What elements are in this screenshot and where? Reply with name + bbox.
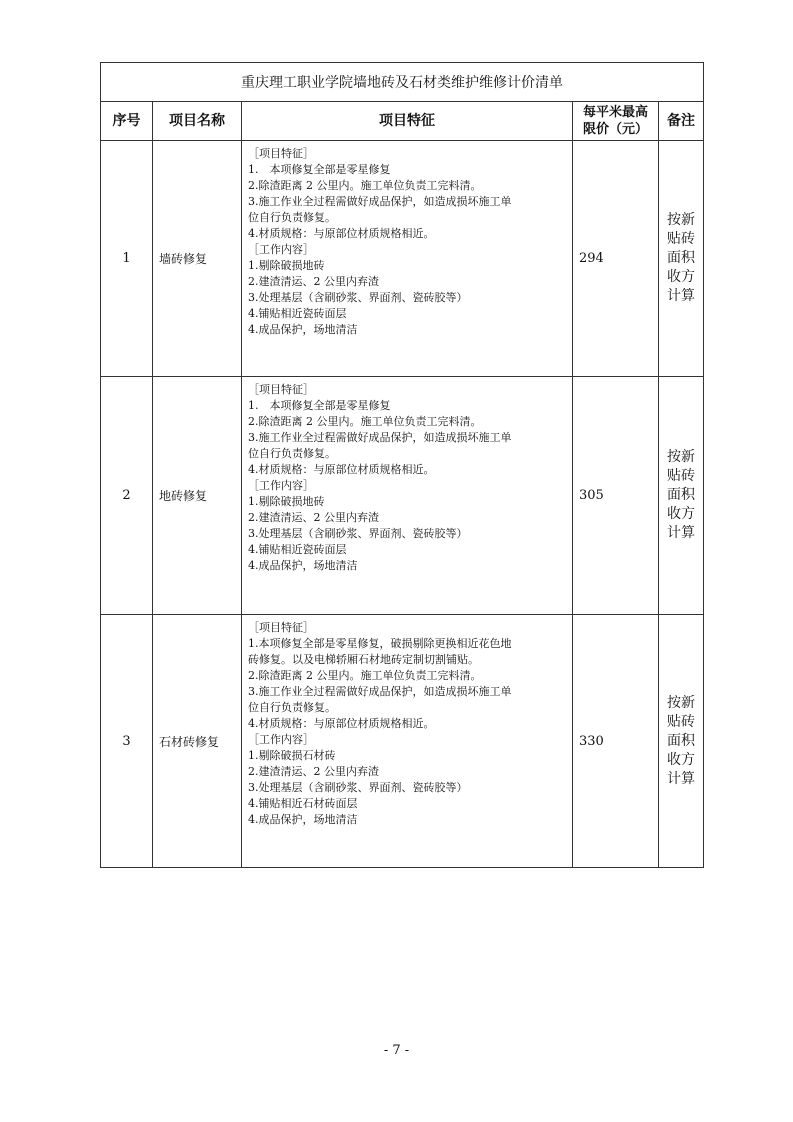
row-price: 294 (573, 141, 659, 377)
note-line: 收方 (667, 751, 696, 768)
feature-line: 1.本项修复全部是零星修复，破损剔除更换相近花色地 (248, 637, 512, 650)
feature-line: 3.施工作业全过程需做好成品保护，如造成损坏施工单 (248, 195, 512, 208)
note-line: 贴砖 (667, 468, 696, 484)
feature-line: 1. 本项修复全部是零星修复 (248, 399, 391, 412)
feature-line: 1.剔除破损地砖 (248, 495, 325, 508)
feature-line: 砖修复。以及电梯轿厢石材地砖定制切割铺贴。 (248, 653, 479, 666)
feature-line: ［项目特征］ (248, 621, 314, 634)
title-row (101, 63, 704, 102)
note-line: 收方 (667, 506, 696, 522)
feature-line: 位自行负责修复。 (248, 447, 336, 460)
header-price-line2: 限价（元） (582, 122, 648, 137)
feature-line: 3.处理基层（含刷砂浆、界面剂、瓷砖胶等） (248, 291, 468, 304)
table-row (101, 141, 704, 377)
row-note (659, 615, 704, 868)
feature-line: 1. 本项修复全部是零星修复 (248, 163, 391, 176)
feature-line: 4.成品保护，场地清洁 (248, 813, 358, 826)
note-line: 面积 (667, 732, 696, 749)
row-features (242, 615, 573, 868)
note-line: 计算 (667, 525, 696, 541)
note-line: 按新 (667, 694, 696, 711)
feature-line: 位自行负责修复。 (248, 701, 336, 714)
note-line: 按新 (667, 449, 696, 465)
note-line: 计算 (667, 770, 696, 787)
row-no: 2 (101, 377, 153, 615)
feature-line: 3.处理基层（含刷砂浆、界面剂、瓷砖胶等） (248, 781, 468, 794)
header-name: 项目名称 (153, 102, 242, 141)
feature-line: 2.除渣距离 2 公里内。施工单位负责工完料清。 (248, 179, 482, 192)
header-price-line1: 每平米最高 (582, 105, 648, 120)
row-price: 305 (573, 377, 659, 615)
header-features: 项目特征 (242, 102, 573, 141)
feature-line: 1.剔除破损石材砖 (248, 749, 336, 762)
feature-line: 4.材质规格：与原部位材质规格相近。 (248, 717, 435, 730)
feature-line: 4.成品保护，场地清洁 (248, 559, 358, 572)
row-no: 3 (101, 615, 153, 868)
document-title: 重庆理工职业学院墙地砖及石材类维护维修计价清单 (101, 63, 704, 102)
row-note (659, 141, 704, 377)
row-name: 地砖修复 (153, 377, 242, 615)
feature-line: ［工作内容］ (248, 243, 314, 256)
feature-line: 3.处理基层（含刷砂浆、界面剂、瓷砖胶等） (248, 527, 468, 540)
note-line: 贴砖 (667, 713, 696, 730)
header-note: 备注 (659, 102, 704, 141)
row-name: 墙砖修复 (153, 141, 242, 377)
feature-line: ［项目特征］ (248, 383, 314, 396)
row-no: 1 (101, 141, 153, 377)
table-row (101, 615, 704, 868)
feature-line: 4.成品保护，场地清洁 (248, 323, 358, 336)
header-row (101, 102, 704, 141)
feature-line: 2.建渣清运、2 公里内弃渣 (248, 511, 379, 524)
note-line: 贴砖 (667, 231, 696, 247)
feature-line: 4.材质规格：与原部位材质规格相近。 (248, 463, 435, 476)
note-line: 面积 (667, 250, 696, 266)
feature-line: 3.施工作业全过程需做好成品保护，如造成损坏施工单 (248, 431, 512, 444)
feature-line: 4.材质规格：与原部位材质规格相近。 (248, 227, 435, 240)
row-features (242, 377, 573, 615)
note-line: 计算 (667, 288, 696, 304)
feature-line: ［工作内容］ (248, 479, 314, 492)
header-no: 序号 (101, 102, 153, 141)
feature-line: 4.铺贴相近瓷砖面层 (248, 307, 347, 320)
feature-line: 2.除渣距离 2 公里内。施工单位负责工完料清。 (248, 669, 482, 682)
table-row (101, 377, 704, 615)
note-line: 面积 (667, 487, 696, 503)
row-features (242, 141, 573, 377)
pricing-table (100, 62, 704, 868)
feature-line: ［项目特征］ (248, 147, 314, 160)
feature-line: 2.建渣清运、2 公里内弃渣 (248, 275, 379, 288)
feature-line: 2.建渣清运、2 公里内弃渣 (248, 765, 379, 778)
row-name: 石材砖修复 (153, 615, 242, 868)
header-price (573, 102, 659, 141)
row-price: 330 (573, 615, 659, 868)
feature-line: 4.铺贴相近瓷砖面层 (248, 543, 347, 556)
feature-line: 4.铺贴相近石材砖面层 (248, 797, 358, 810)
feature-line: 位自行负责修复。 (248, 211, 336, 224)
feature-line: ［工作内容］ (248, 733, 314, 746)
note-line: 收方 (667, 269, 696, 285)
page-number: - 7 - (383, 1043, 410, 1058)
note-line: 按新 (667, 212, 696, 228)
feature-line: 2.除渣距离 2 公里内。施工单位负责工完料清。 (248, 415, 482, 428)
row-note (659, 377, 704, 615)
feature-line: 3.施工作业全过程需做好成品保护，如造成损坏施工单 (248, 685, 512, 698)
feature-line: 1.剔除破损地砖 (248, 259, 325, 272)
